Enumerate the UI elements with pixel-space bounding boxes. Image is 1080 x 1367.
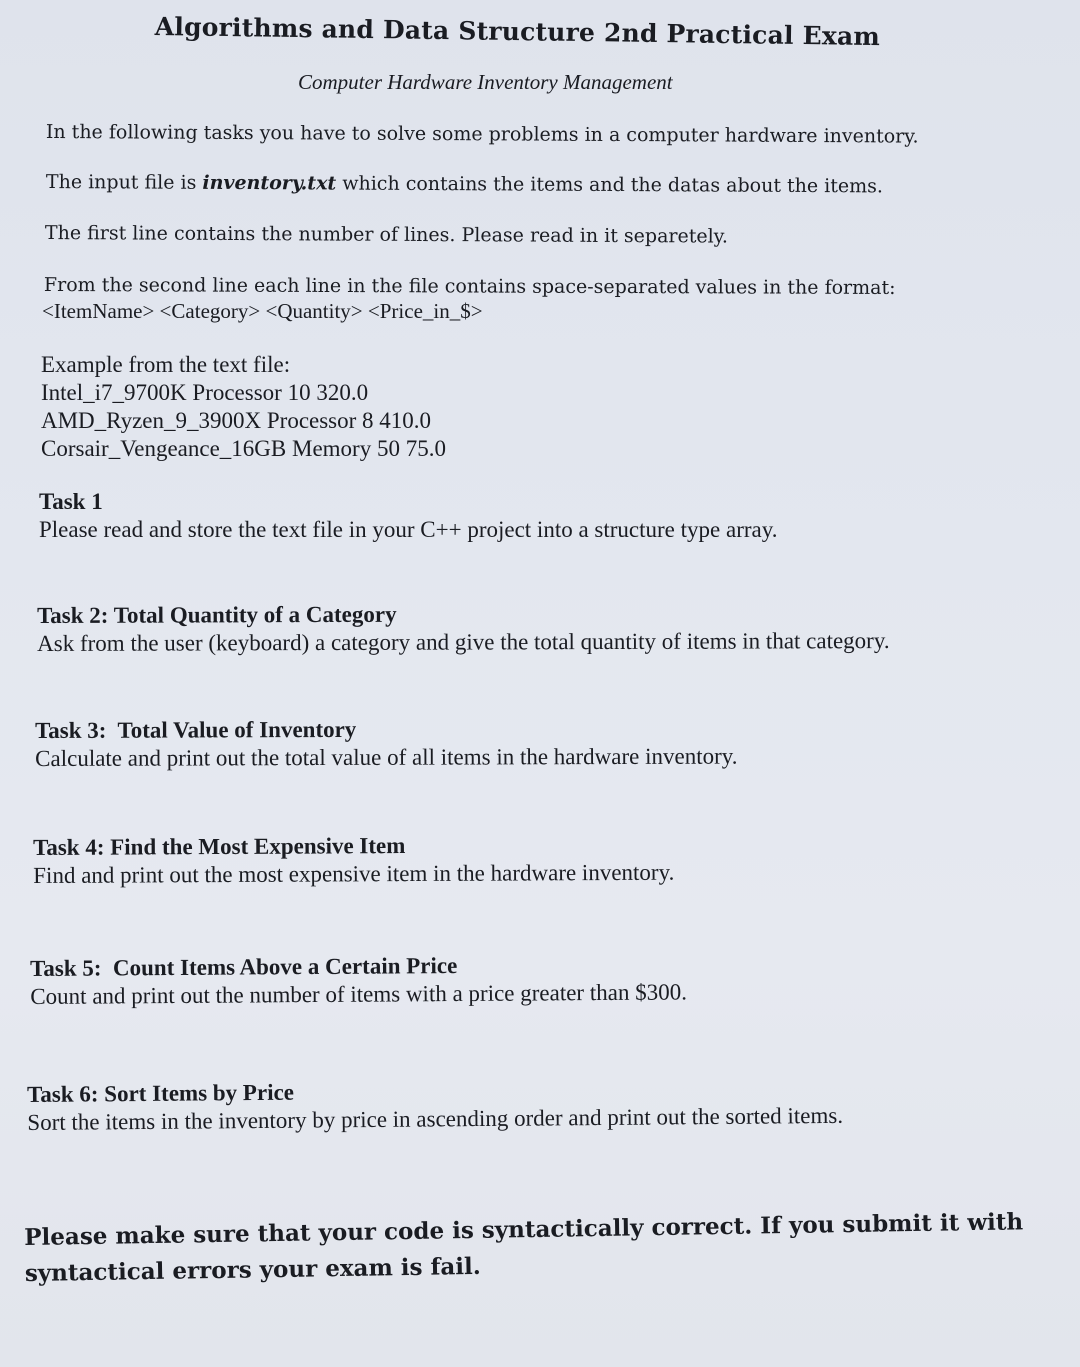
task-5 [30,950,687,1011]
intro-line-2-before: The input file is [45,170,203,194]
task-heading: Task 5: Count Items Above a Certain Price [30,953,458,981]
intro-line-1: In the following tasks you have to solve some problems in a computer hardware inventory. [45,120,919,148]
example-row: Corsair_Vengeance_16GB Memory 50 75.0 [41,436,446,461]
task-6 [27,1074,843,1137]
task-text: Find and print out the most expensive item in the hardware inventory. [33,859,675,888]
task-2 [37,599,890,658]
task-4 [33,831,674,890]
task-text: Calculate and print out the total value of all items in the hardware inventory. [35,743,738,771]
task-heading: Task 3: Total Value of Inventory [35,716,357,743]
task-3 [35,715,738,773]
task-text: Please read and store the text file in your C++ project into a structure type array. [39,517,778,542]
task-text: Count and print out the number of items with a price greater than $300. [30,979,687,1009]
page-subtitle: Computer Hardware Inventory Management [298,70,673,94]
intro-line-3: The first line contains the number of lines. Please read in it separetely. [44,221,729,248]
task-heading: Task 1 [39,489,103,514]
example-row: Intel_i7_9700K Processor 10 320.0 [41,380,369,405]
example-block [41,351,446,463]
task-heading: Task 4: Find the Most Expensive Item [33,833,406,860]
task-text: Sort the items in the inventory by price in ascending order and print out the sorted items. [27,1102,844,1135]
intro-line-4: From the second line each line in the file contains space-separated values in the format: [43,274,896,299]
format-line: <ItemName> <Category> <Quantity> <Price_in_$> [42,299,483,323]
task-1 [39,488,777,544]
task-heading: Task 2: Total Quantity of a Category [37,601,397,628]
page-title: Algorithms and Data Structure 2nd Practical Exam [154,12,881,52]
input-filename: inventory.txt [202,171,337,195]
intro-line-2-after: which contains the items and the datas about the items. [336,172,884,198]
intro-line-2 [46,170,883,199]
example-row: AMD_Ryzen_9_3900X Processor 8 410.0 [41,408,432,433]
example-heading: Example from the text file: [41,352,291,377]
task-text: Ask from the user (keyboard) a category and give the total quantity of items in that category. [37,628,890,656]
task-heading: Task 6: Sort Items by Price [27,1079,295,1107]
submission-warning: Please make sure that your code is syntactically correct. If you submit it with syntactical errors your exam is fail. [24,1208,1024,1287]
